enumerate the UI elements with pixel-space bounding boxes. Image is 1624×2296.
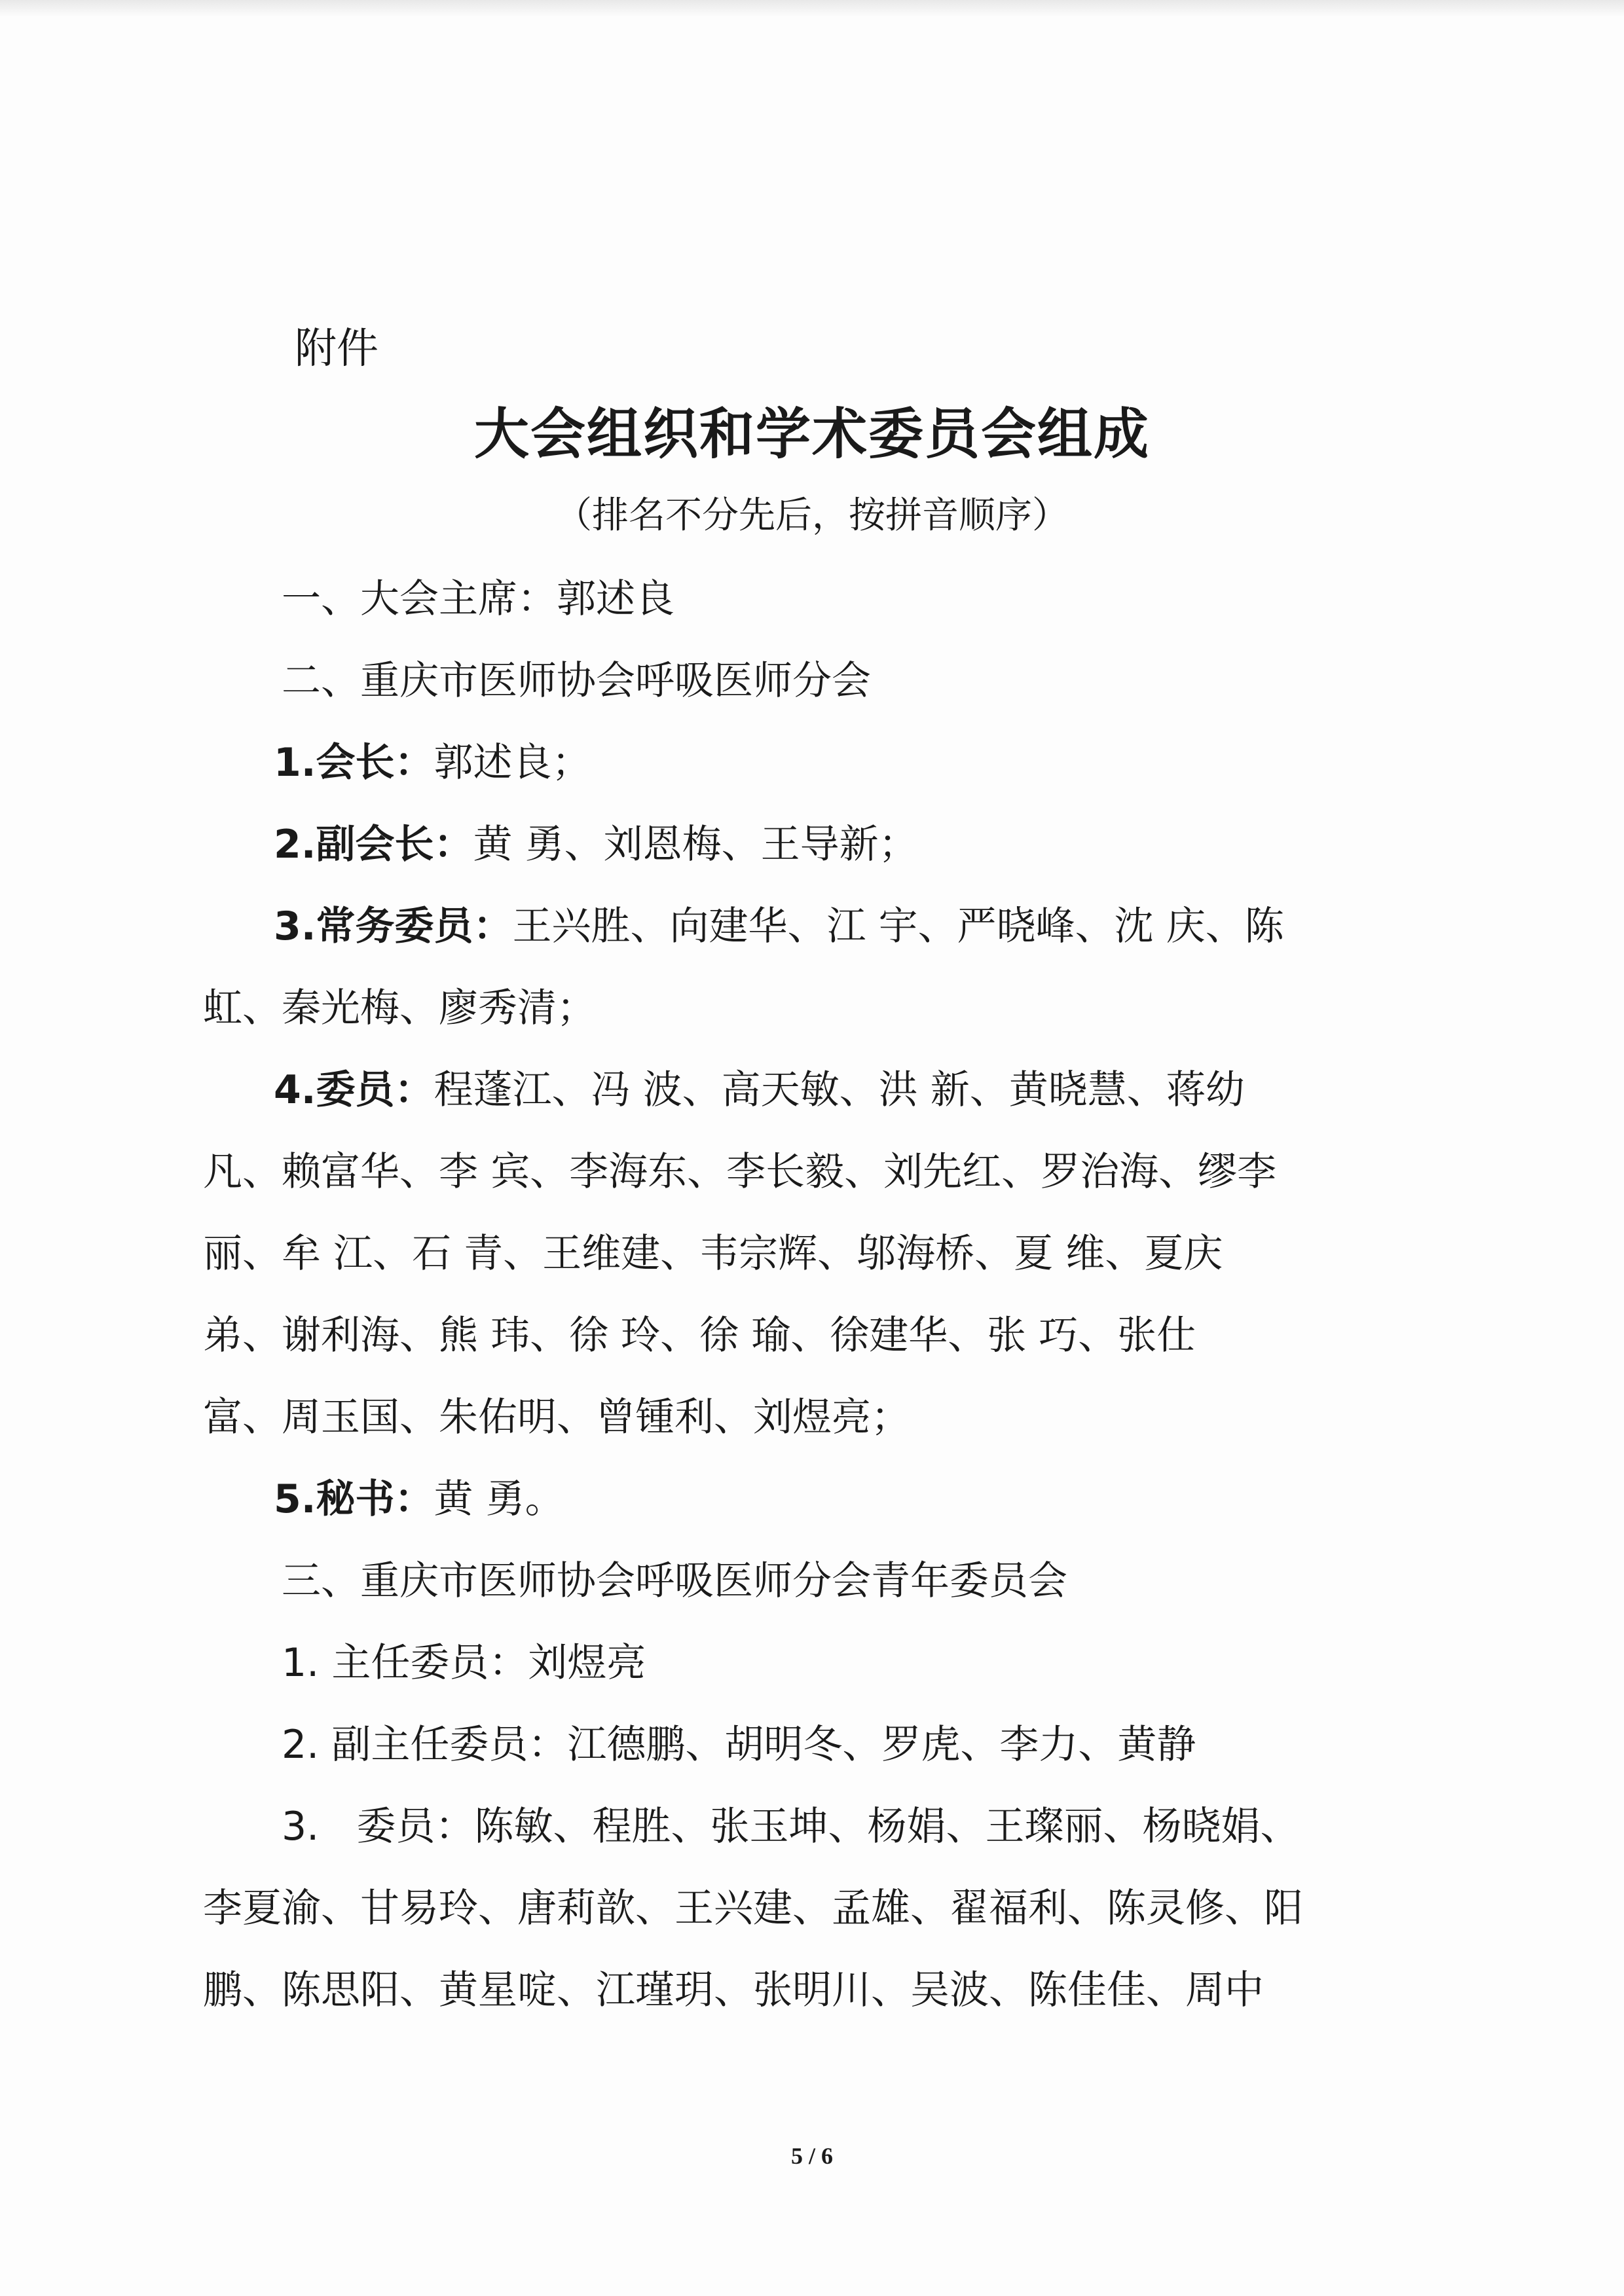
scan-edge — [0, 0, 1624, 17]
section-1-heading: 一、大会主席：郭述良 — [282, 576, 674, 622]
attachment-label: 附件 — [295, 325, 378, 373]
item-label: 2. 副主任委员： — [282, 1722, 568, 1768]
section-3-item-2 — [282, 1719, 1526, 1771]
item-label: 1.会长： — [274, 740, 434, 786]
section-2-item-4-continued-4: 富、周玉国、朱佑明、曾锺利、刘煜亮； — [203, 1394, 910, 1440]
section-2-item-4-continued-3: 弟、谢利海、熊 玮、徐 玲、徐 瑜、徐建华、张 巧、张仕 — [203, 1313, 1196, 1358]
item-value: 黄 勇、刘恩梅、王导新； — [473, 822, 918, 867]
item-label: 3.常务委员： — [274, 903, 513, 949]
item-value: 王兴胜、向建华、江 宇、严晓峰、沈 庆、陈 — [512, 903, 1284, 949]
section-2-heading: 二、重庆市医师协会呼吸医师分会 — [282, 658, 871, 704]
item-value: 黄 勇。 — [434, 1476, 564, 1522]
section-3-item-1 — [282, 1637, 1526, 1689]
item-value: 江德鹏、胡明冬、罗虎、李力、黄静 — [567, 1722, 1196, 1768]
item-value: 陈敏、程胜、张玉坤、杨娟、王璨丽、杨晓娟、 — [474, 1804, 1300, 1850]
item-label: 1. 主任委员： — [282, 1640, 528, 1686]
section-3-item-3-continued-2: 鹏、陈思阳、黄星啶、江瑾玥、张明川、吴波、陈佳佳、周中 — [203, 1967, 1264, 2013]
section-2-item-4-continued-2: 丽、牟 江、石 青、王维建、韦宗辉、邬海桥、夏 维、夏庆 — [203, 1231, 1223, 1277]
section-2-item-4-continued-1: 凡、赖富华、李 宾、李海东、李长毅、刘先红、罗治海、缪李 — [203, 1149, 1277, 1195]
section-2-item-2 — [274, 818, 1518, 871]
section-2-item-3 — [274, 900, 1518, 953]
section-2-item-5 — [274, 1473, 1518, 1525]
item-label: 2.副会长： — [274, 822, 473, 867]
section-2-item-1 — [274, 737, 1518, 789]
section-3-item-3-continued-1: 李夏渝、甘易玲、唐莉歆、王兴建、孟雄、翟福利、陈灵修、阳 — [203, 1886, 1303, 1931]
section-3-item-3 — [282, 1800, 1526, 1853]
document-subtitle: （排名不分先后，按拼音顺序） — [555, 494, 1069, 537]
section-3-heading: 三、重庆市医师协会呼吸医师分会青年委员会 — [282, 1558, 1067, 1604]
item-label: 3. 委员： — [282, 1804, 475, 1850]
item-value: 郭述良； — [434, 740, 591, 786]
section-2-item-4 — [274, 1064, 1518, 1116]
item-value: 程蓬江、冯 波、高天敏、洪 新、黄晓慧、蒋幼 — [434, 1067, 1245, 1113]
page-number: 5 / 6 — [790, 2143, 833, 2169]
item-label: 4.委员： — [274, 1067, 434, 1113]
item-label: 5.秘书： — [274, 1476, 434, 1522]
section-2-item-3-continued: 虹、秦光梅、廖秀清； — [203, 985, 596, 1031]
document-title: 大会组织和学术委员会组成 — [473, 401, 1150, 466]
item-value: 刘煜亮 — [528, 1640, 646, 1686]
